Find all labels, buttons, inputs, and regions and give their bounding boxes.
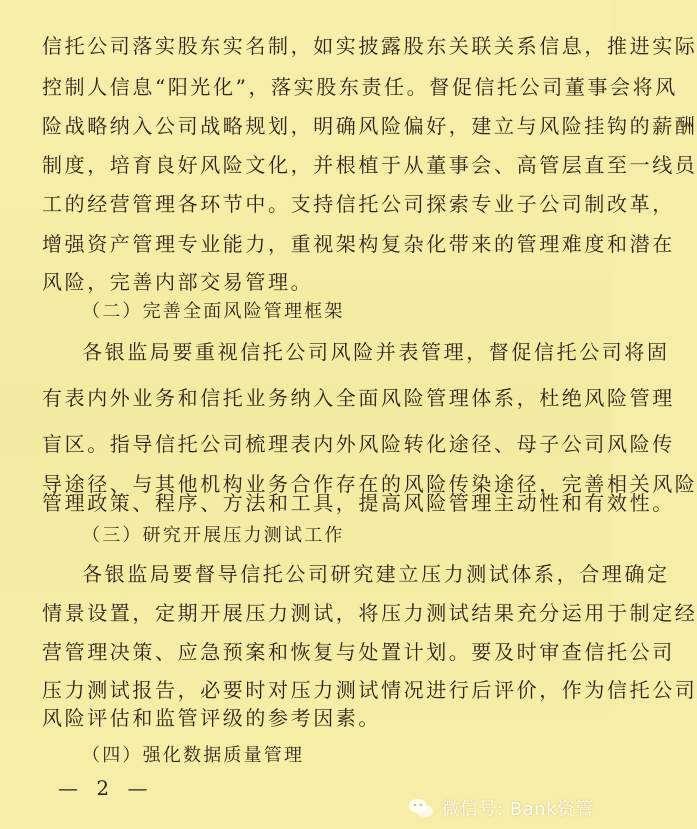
text-line: 控制人信息“阳光化”，落实股东责任。督促信托公司董事会将风: [42, 75, 678, 99]
text-line: 风险，完善内部交易管理。: [42, 270, 314, 294]
page-number: — 2 —: [58, 776, 154, 800]
text-line: 工的经营管理各环节中。支持信托公司探索专业子公司制改革，: [42, 192, 675, 216]
wechat-watermark: [408, 795, 595, 821]
text-line: 各银监局要督导信托公司研究建立压力测试体系，合理确定: [82, 562, 670, 586]
section-heading: （三）研究开展压力测试工作: [82, 525, 345, 546]
text-line: 导途径、与其他机构业务合作存在的风险传染途径，完善相关风险: [42, 472, 697, 496]
text-line: 压力测试报告，必要时对压力测试情况进行后评价，作为信托公司: [42, 678, 697, 702]
text-line: 制度，培育良好风险文化，并根植于从董事会、高管层直至一线员: [42, 153, 697, 177]
text-line: 管理政策、程序、方法和工具，提高风险管理主动性和有效性。: [42, 491, 675, 515]
text-line: 信托公司落实股东实名制，如实披露股东关联关系信息，推进实际: [42, 34, 697, 58]
text-line: 营管理决策、应急预案和恢复与处置计划。要及时审查信托公司: [42, 640, 675, 664]
text-line: 情景设置，定期开展压力测试，将压力测试结果充分运用于制定经: [42, 601, 697, 625]
section-heading: （二）完善全面风险管理框架: [82, 301, 345, 322]
text-line: 险战略纳入公司战略规划，明确风险偏好，建立与风险挂钩的薪酬: [42, 114, 697, 138]
text-line: 增强资产管理专业能力，重视架构复杂化带来的管理难度和潜在: [42, 232, 675, 256]
text-line: 风险评估和监管评级的参考因素。: [42, 706, 381, 730]
text-line: 各银监局要重视信托公司风险并表管理，督促信托公司将固: [82, 340, 670, 364]
text-line: 有表内外业务和信托业务纳入全面风险管理体系，杜绝风险管理: [42, 386, 675, 410]
section-heading: （四）强化数据质量管理: [82, 745, 305, 766]
watermark-text: 微信号: Bank资管: [441, 799, 594, 820]
wechat-icon: [408, 797, 434, 819]
text-line: 盲区。指导信托公司梳理表内外风险转化途径、母子公司风险传: [42, 432, 675, 456]
